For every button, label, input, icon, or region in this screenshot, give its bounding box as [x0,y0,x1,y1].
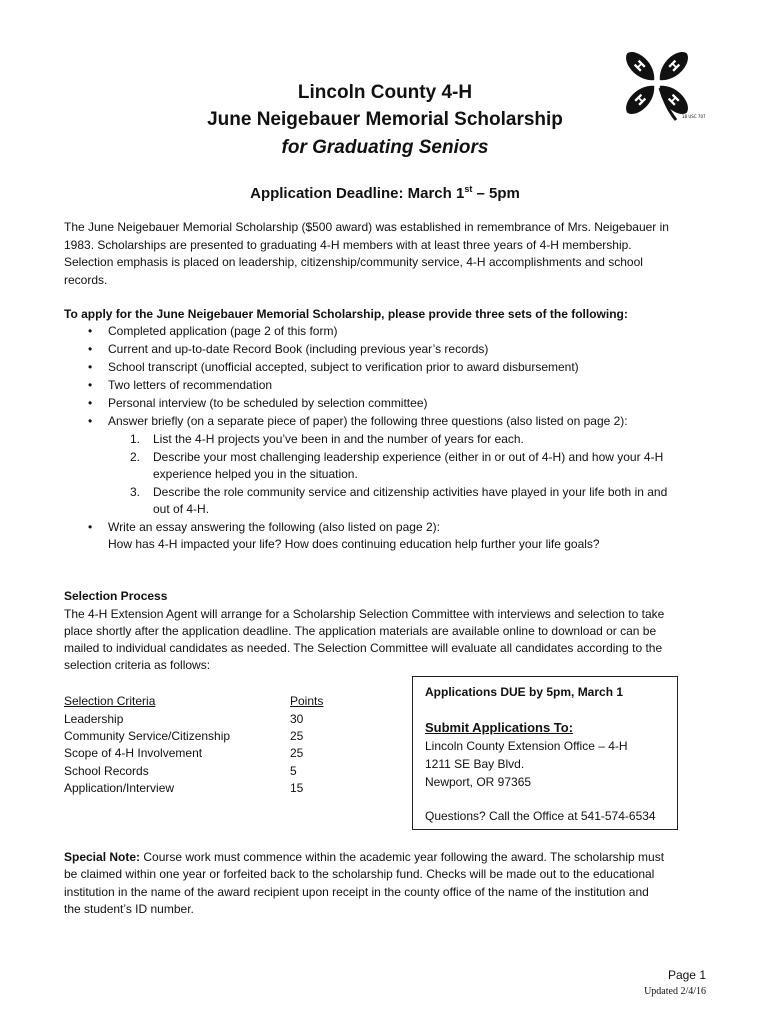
logo-trademark: 18 USC 707 [682,114,706,119]
special-note-line: the student’s ID number. [64,902,194,916]
question-number: 2. [130,450,141,464]
points-header: Points [290,694,324,708]
deadline-text: Application Deadline: March 1 [250,185,465,202]
selection-line: mailed to individual candidates as needed. The Selection Committee will evaluate all candidates according to the [64,641,663,655]
selection-heading: Selection Process [64,589,168,603]
essay-instruction: Write an essay answering the following (also listed on page 2): [108,520,440,534]
criteria-points: 25 [290,729,304,743]
criteria-name: Leadership [64,712,124,726]
criteria-points: 30 [290,712,304,726]
bullet-icon: • [88,378,93,392]
requirement-item: Answer briefly (on a separate piece of paper) the following three questions (also listed on page 2): [108,414,628,428]
intro-line: 1983. Scholarships are presented to graduating 4-H members with at least three years of 4-H membership. [64,237,632,252]
requirement-item: Personal interview (to be scheduled by selection committee) [108,396,428,410]
question-text: Describe the role community service and citizenship activities have played in your life both in and [153,485,668,499]
essay-question: How has 4-H impacted your life? How does continuing education help further your life goals? [108,537,600,551]
question-text: experience helped you in the situation. [153,467,358,481]
page-number: Page 1 [667,968,706,982]
intro-line: records. [64,272,108,287]
office-city: Newport, OR 97365 [425,775,532,789]
selection-line: selection criteria as follows: [64,658,211,672]
requirement-item: Current and up-to-date Record Book (including previous year’s records) [108,342,489,356]
due-text: Applications DUE by 5pm, March 1 [425,685,624,699]
logo-letter-h: H [631,91,649,109]
criteria-points: 25 [290,746,304,760]
deadline-time: – 5pm [472,185,520,202]
bullet-icon: • [88,414,93,428]
special-note-label: Special Note: [64,850,141,864]
question-text: List the 4-H projects you’ve been in and the number of years for each. [153,432,524,446]
criteria-name: Community Service/Citizenship [64,729,231,743]
selection-line: The 4-H Extension Agent will arrange for a Scholarship Selection Committee with interviews and selection to take [64,607,665,621]
logo-letter-h: H [665,91,683,109]
office-street: 1211 SE Bay Blvd. [425,757,525,771]
bullet-icon: • [88,360,93,374]
apply-heading: To apply for the June Neigebauer Memorial Scholarship, please provide three sets of the following: [64,307,628,321]
question-text: Describe your most challenging leadership experience (either in or out of 4-H) and how your 4-H [153,450,664,464]
requirement-item: Completed application (page 2 of this form) [108,324,338,338]
intro-line: Selection emphasis is placed on leadership, citizenship/community service, 4-H accomplishments and school [64,255,643,269]
questions-phone: Questions? Call the Office at 541-574-6534 [425,809,656,823]
special-note-line: Course work must commence within the academic year following the award. The scholarship must [140,850,665,864]
question-number: 3. [130,485,141,499]
logo-letter-h: H [665,57,683,75]
requirement-item: Two letters of recommendation [108,378,273,392]
question-text: out of 4-H. [153,502,210,516]
updated-date: Updated 2/4/16 [644,986,706,997]
title-line-2: June Neigebauer Memorial Scholarship [207,109,563,130]
bullet-icon: • [88,324,93,338]
criteria-points: 5 [290,764,297,778]
submission-info-box [412,676,678,830]
special-note-line: be claimed within one year or forfeited back to the scholarship fund. Checks will be made out to the educational [64,867,655,881]
criteria-header: Selection Criteria [64,694,156,708]
title-line-1: Lincoln County 4-H [297,82,473,103]
criteria-name: School Records [64,764,149,778]
title-line-3: for Graduating Seniors [281,137,489,158]
criteria-points: 15 [290,781,304,795]
criteria-name: Application/Interview [64,781,175,795]
application-deadline [0,178,770,205]
intro-line: The June Neigebauer Memorial Scholarship ($500 award) was established in remembrance of Mrs. Neigebauer in [64,220,669,234]
question-number: 1. [130,432,141,446]
bullet-icon: • [88,520,93,534]
deadline-sup: st [464,184,473,194]
special-note-line: institution in the name of the award recipient upon receipt in the county office of the name of the institution and [64,885,649,899]
bullet-icon: • [88,396,93,410]
criteria-name: Scope of 4-H Involvement [64,746,203,760]
logo-letter-h: H [631,57,649,75]
submit-heading: Submit Applications To: [425,720,574,735]
selection-line: place shortly after the application deadline. The application materials are available online to download or can be [64,624,657,638]
office-name: Lincoln County Extension Office – 4-H [425,739,628,753]
requirement-item: School transcript (unofficial accepted, subject to verification prior to award disbursement) [108,360,579,374]
bullet-icon: • [88,342,93,356]
